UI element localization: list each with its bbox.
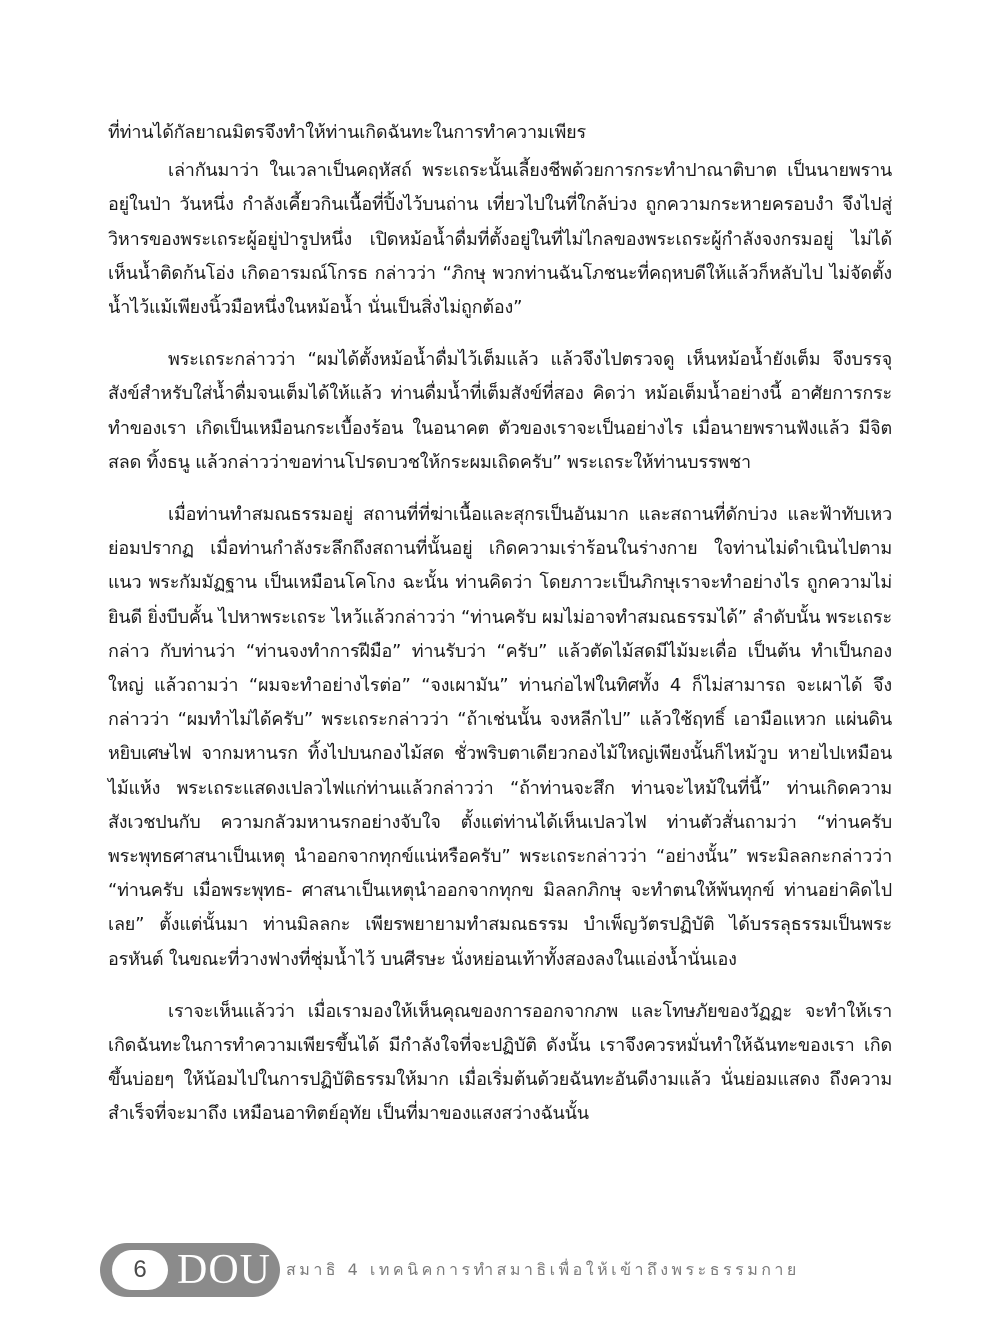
paragraph-practice-story: เมื่อท่านทำสมณธรรมอยู่ สถานที่ที่ฆ่าเนื้อและสุกรเป็นอันมาก และสถานที่ดักบ่วง และฟ้าทับเหว ย่อมปรากฏ เมื่อท่านกำลังระลึกถึงสถานที่นั้นอยู่ เกิดความเร่าร้อนในร่างกาย ใจท่านไม่ดำเนินไปตามแนว พระกัมมัฏฐาน เป็นเหมือนโคโกง ฉะนั้น ท่านคิดว่า โดยภาวะเป็นภิกษุเราจะทำอย่างไร ถูกความไม่ยินดี ยิ่งบีบคั้น ไปหาพระเถระ ไหว้แล้วกล่าวว่า “ท่านครับ ผมไม่อาจทำสมณธรรมได้” ลำดับนั้น พระเถระกล่าว กับท่านว่า “ท่านจงทำการฝีมือ” ท่านรับว่า “ครับ” แล้วตัดไม้สดมีไม้มะเดื่อ เป็นต้น ทำเป็นกองใหญ่ แล้วถามว่า “ผมจะทำอย่างไรต่อ” “จงเผามัน” ท่านก่อไฟในทิศทั้ง 4 ก็ไม่สามารถ จะเผาได้ จึงกล่าวว่า “ผมทำไม่ได้ครับ” พระเถระกล่าวว่า “ถ้าเช่นนั้น จงหลีกไป” แล้วใช้ฤทธิ์ เอามือแหวก แผ่นดิน หยิบเศษไฟ จากมหานรก ทิ้งไปบนกองไม้สด ชั่วพริบตาเดียวกองไม้ใหญ่เพียงนั้นก็ไหม้วูบ หายไปเหมือนไม้แห้ง พระเถระแสดงเปลวไฟแก่ท่านแล้วกล่าวว่า “ถ้าท่านจะสึก ท่านจะไหม้ในที่นี้” ท่านเกิดความสังเวชปนกับ ความกลัวมหานรกอย่างจับใจ ตั้งแต่ท่านได้เห็นเปลวไฟ ท่านตัวสั่นถามว่า “ท่านครับ พระพุทธศาสนาเป็นเหตุ นำออกจากทุกข์แน่หรือครับ” พระเถระกล่าวว่า “อย่างนั้น” พระมิลลกะกล่าวว่า “ท่านครับ เมื่อพระพุทธ- ศาสนาเป็นเหตุนำออกจากทุกข มิลลกภิกษุ จะทำตนให้พ้นทุกข์ ท่านอย่าคิดไปเลย” ตั้งแต่นั้นมา ท่านมิลลกะ เพียรพยายามทำสมณธรรม บำเพ็ญวัตรปฏิบัติ ได้บรรลุธรรมเป็นพระอรหันต์ ในขณะที่วางฟางที่ชุ่มน้ำไว้ บนศีรษะ นั่งหย่อนเท้าทั้งสองลงในแอ่งน้ำนั่นเอง [108, 504, 892, 970]
course-title: สมาธิ 4 เทคนิคการทำสมาธิเพื่อให้เข้าถึงพระธรรมกาย [286, 1260, 800, 1279]
page-body [108, 116, 892, 1150]
page-footer [100, 1243, 900, 1297]
paragraph-hunter-story: เล่ากันมาว่า ในเวลาเป็นคฤหัสถ์ พระเถระนั้นเลี้ยงชีพด้วยการกระทำปาณาติบาต เป็นนายพรานอยู่ในป่า วันหนึ่ง กำลังเคี้ยวกินเนื้อที่ปิ้งไว้บนถ่าน เที่ยวไปในที่ใกล้บ่วง ถูกความกระหายครอบงำ จึงไปสู่วิหารของพระเถระผู้อยู่ป่ารูปหนึ่ง เปิดหม้อน้ำดื่มที่ตั้งอยู่ในที่ไม่ไกลของพระเถระผู้กำลังจงกรมอยู่ ไม่ได้เห็นน้ำติดก้นโอ่ง เกิดอารมณ์โกรธ กล่าวว่า “ภิกษุ พวกท่านฉันโภชนะที่คฤหบดีให้แล้วก็หลับไป ไม่จัดตั้งน้ำไว้แม้เพียงนิ้วมือหนึ่งในหม้อน้ำ นั่นเป็นสิ่งไม่ถูกต้อง” [108, 160, 892, 319]
paragraph-intro-line: ที่ท่านได้กัลยาณมิตรจึงทำให้ท่านเกิดฉันทะในการทำความเพียร [108, 122, 586, 143]
page-number: 6 [112, 1250, 168, 1290]
brand-logo-text: DOU [177, 1247, 271, 1293]
paragraph-conclusion: เราจะเห็นแล้วว่า เมื่อเรามองให้เห็นคุณของการออกจากภพ และโทษภัยของวัฏฏะ จะทำให้เรา เกิดฉันทะในการทำความเพียรขึ้นได้ มีกำลังใจที่จะปฏิบัติ ดังนั้น เราจึงควรหมั่นทำให้ฉันทะของเรา เกิดขึ้นบ่อยๆ ให้น้อมไปในการปฏิบัติธรรมให้มาก เมื่อเริ่มต้นด้วยฉันทะอันดีงามแล้ว นั่นย่อมแสดง ถึงความสำเร็จที่จะมาถึง เหมือนอาทิตย์อุทัย เป็นที่มาของแสงสว่างฉันนั้น [108, 1000, 892, 1125]
paragraph-elder-reply: พระเถระกล่าวว่า “ผมได้ตั้งหม้อน้ำดื่มไว้เต็มแล้ว แล้วจึงไปตรวจดู เห็นหม้อน้ำยังเต็ม จึงบรรจุสังข์สำหรับใส่น้ำดื่มจนเต็มได้ให้แล้ว ท่านดื่มน้ำที่เต็มสังข์ที่สอง คิดว่า หม้อเต็มน้ำอย่างนี้ อาศัยการกระทำของเรา เกิดเป็นเหมือนกระเบื้องร้อน ในอนาคต ตัวของเราจะเป็นอย่างไร เมื่อนายพรานฟังแล้ว มีจิตสลด ทิ้งธนู แล้วกล่าวว่าขอท่านโปรดบวชให้กระผมเถิดครับ” พระเถระให้ท่านบรรพชา [108, 349, 892, 473]
dou-badge [100, 1243, 280, 1297]
